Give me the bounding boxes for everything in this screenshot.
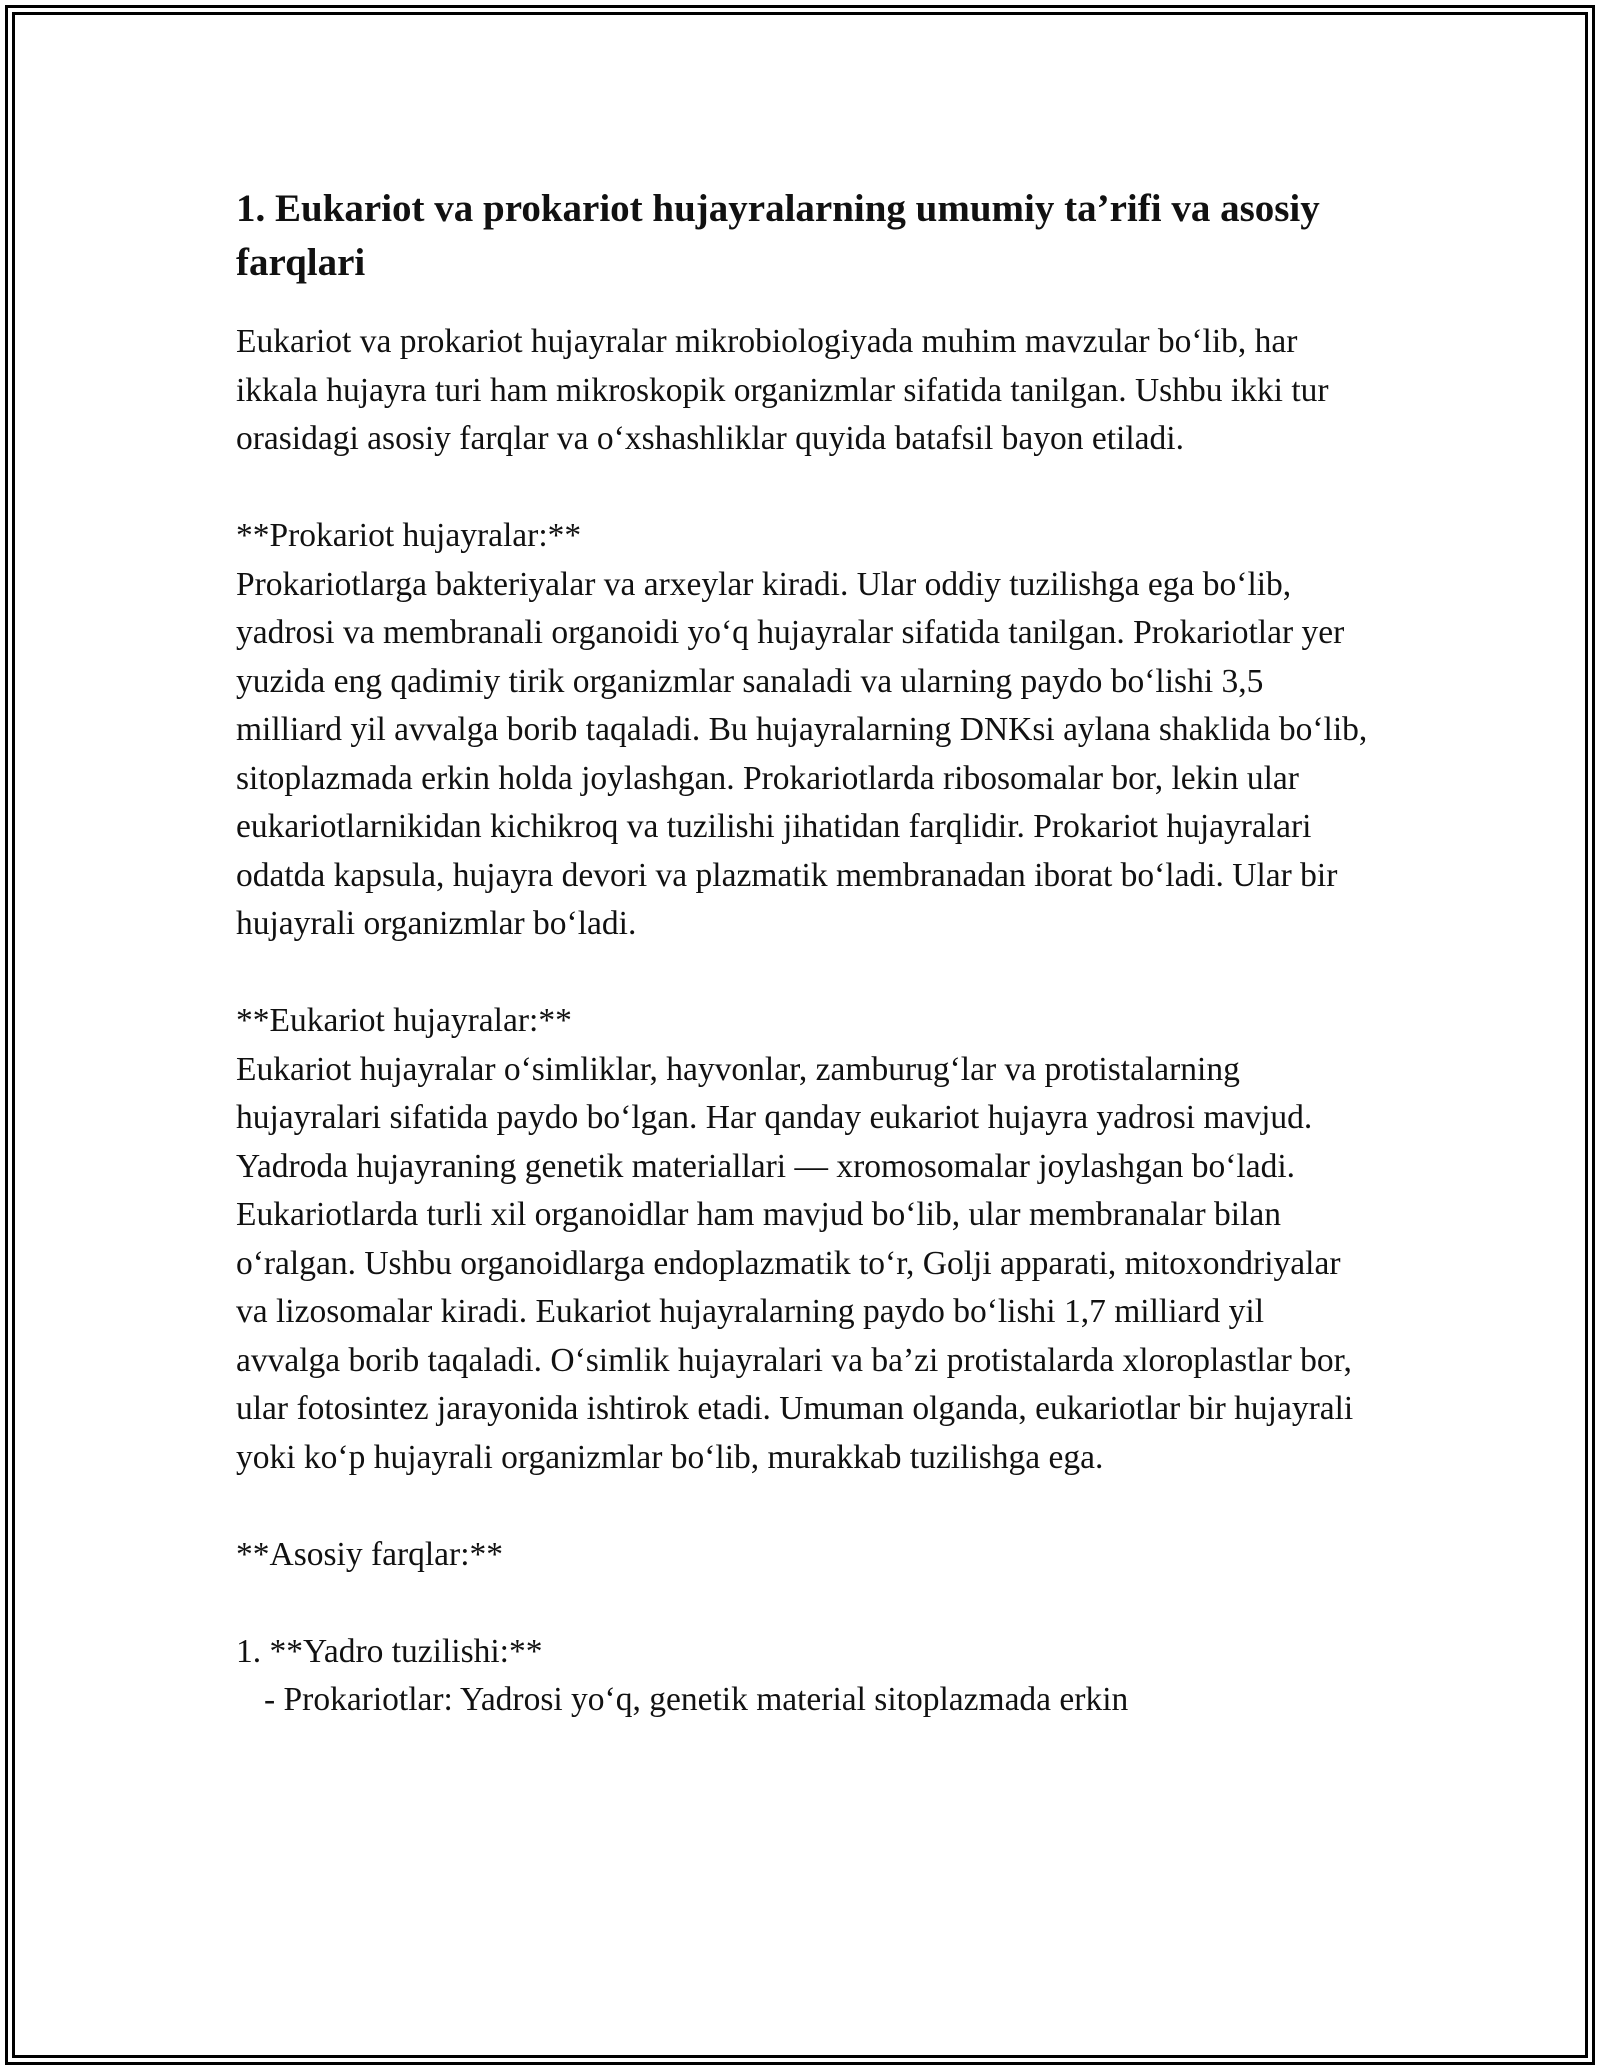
list-subitem: - Prokariotlar: Yadrosi yo‘q, genetik material sitoplazmada erkin bbox=[264, 1681, 1129, 1718]
eukaryote-paragraph: Eukariot hujayralar o‘simliklar, hayvonlar, zamburug‘lar va protistalarning hujayralari sifatida paydo bo‘lgan. Har qanday eukariot hujayra yadrosi mavjud. Yadroda hujayraning genetik materiallari — xromosomalar joylashgan bo‘ladi. Eukariotlarda turli xil organoidlar ham mavjud bo‘lib, ular membranalar bilan o‘ralgan. Ushbu organoidlarga endoplazmatik to‘r, Golji apparati, mitoxondriyalar va lizosomalar kiradi. Eukariot hujayralarning paydo bo‘lishi 1,7 milliard yil avvalga borib taqaladi. O‘simlik hujayralari va ba’zi protistalarda xloroplastlar bor, ular fotosintez jarayonida ishtirok etadi. Umuman olganda, eukariotlar bir hujayrali yoki ko‘p hujayrali organizmlar bo‘lib, murakkab tuzilishga ega. bbox=[236, 1050, 1354, 1476]
intro-paragraph: Eukariot va prokariot hujayralar mikrobiologiyada muhim mavzular bo‘lib, har ikkala hujayra turi ham mikroskopik organizmlar sifatida tanilgan. Ushbu ikki tur orasidagi asosiy farqlar va o‘xshashliklar quyida batafsil bayon etiladi. bbox=[236, 323, 1329, 457]
list-item: 1. **Yadro tuzilishi:** bbox=[236, 1632, 543, 1670]
prokaryote-paragraph: Prokariotlarga bakteriyalar va arxeylar kiradi. Ular oddiy tuzilishga ega bo‘lib, yadrosi va membranali organoidi yo‘q hujayralar sifatida tanilgan. Prokariotlar yer yuzida eng qadimiy tirik organizmlar sanaladi va ularning paydo bo‘lishi 3,5 milliard yil avvalga borib taqaladi. Bu hujayralarning DNKsi aylana shaklida bo‘lib, sitoplazmada erkin holda joylashgan. Prokariotlarda ribosomalar bor, lekin ular eukariotlarnikidan kichikroq va tuzilishi jihatidan farqlidir. Prokariot hujayralari odatda kapsula, hujayra devori va plazmatik membranadan iborat bo‘ladi. Ular bir hujayrali organizmlar bo‘ladi. bbox=[236, 565, 1368, 942]
document-body bbox=[236, 182, 1376, 1725]
paragraph-gap bbox=[236, 1579, 1376, 1628]
paragraph-gap bbox=[236, 949, 1376, 998]
paragraph-gap bbox=[236, 1482, 1376, 1531]
section-heading: 1. Eukariot va prokariot hujayralarning umumiy ta’rifi va asosiy farqlari bbox=[236, 187, 1320, 284]
differences-title: **Asosiy farqlar:** bbox=[236, 1535, 504, 1573]
prokaryote-title: **Prokariot hujayralar:** bbox=[236, 517, 582, 554]
paragraph-gap bbox=[236, 464, 1376, 513]
eukaryote-title: **Eukariot hujayralar:** bbox=[236, 1002, 572, 1039]
